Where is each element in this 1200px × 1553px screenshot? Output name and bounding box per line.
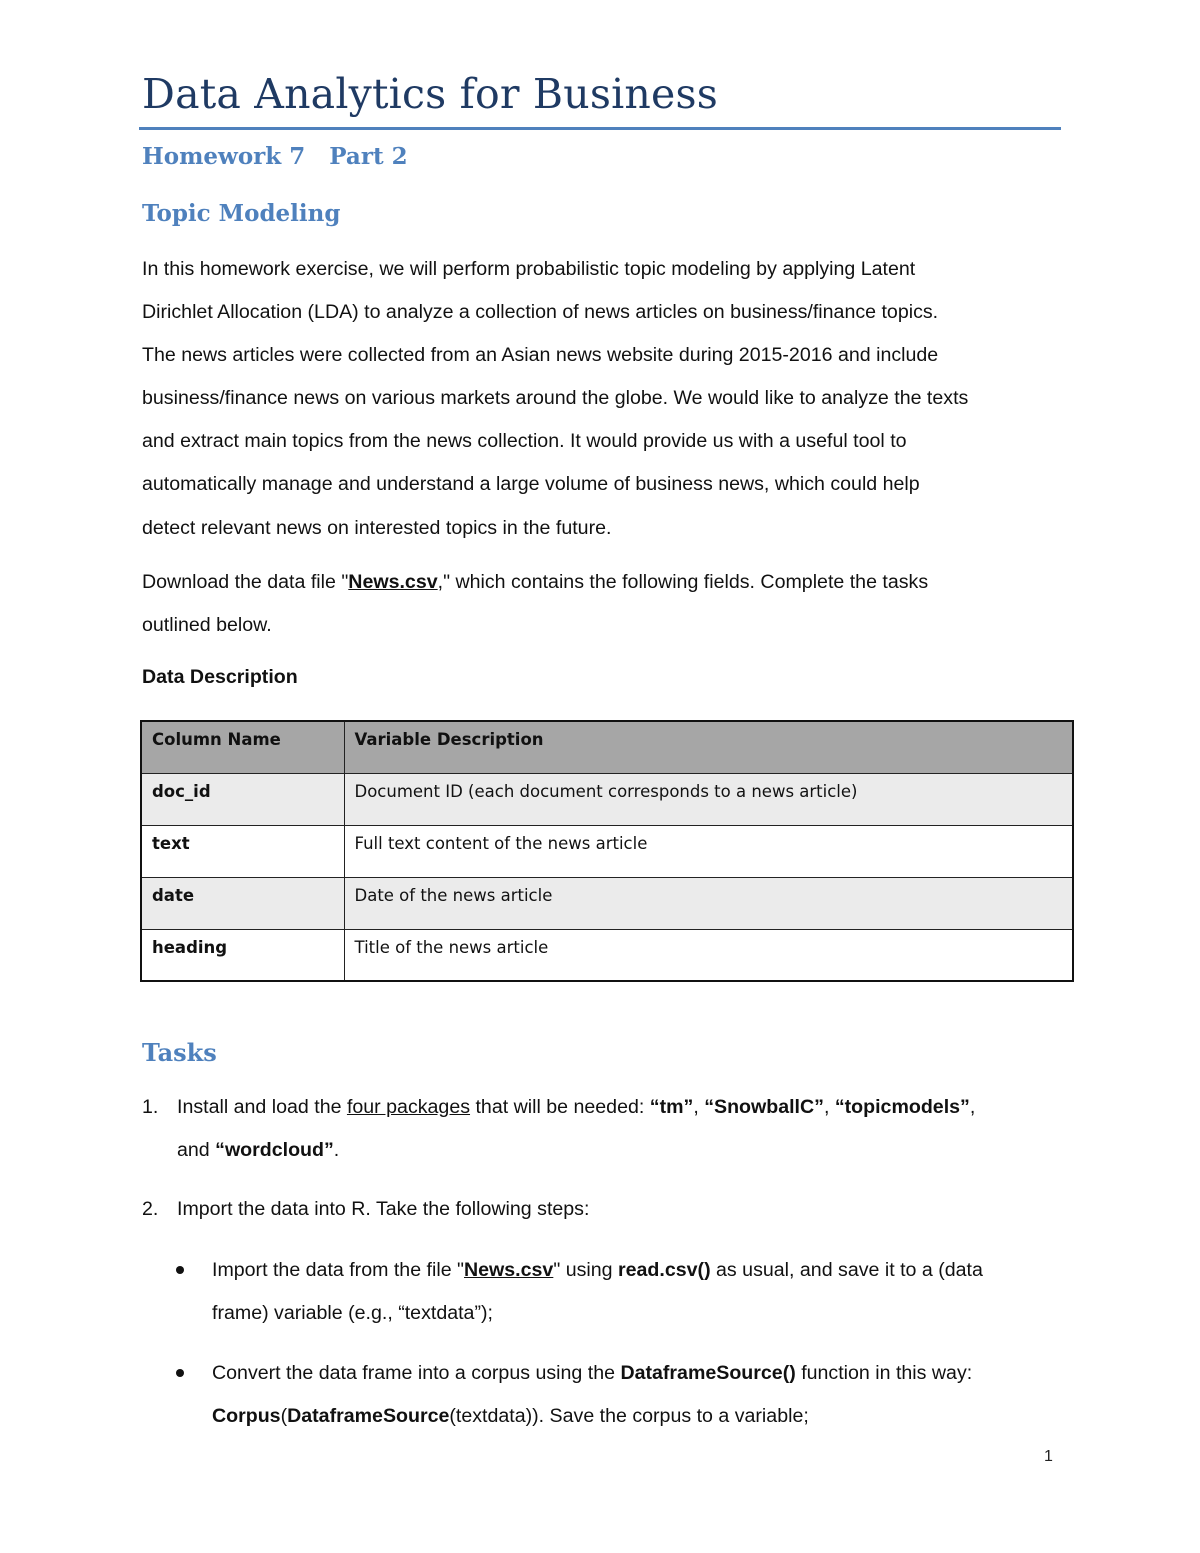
bullet-icon [176, 1266, 184, 1274]
task-number: 1. [142, 1096, 159, 1118]
task-text: Import the data into R. Take the following steps: [177, 1198, 590, 1220]
data-file-name: News.csv [464, 1259, 554, 1281]
package-topicmodels: “topicmodels” [834, 1096, 970, 1118]
intro-line: detect relevant news on interested topics in the future. [142, 516, 612, 539]
document-title: Data Analytics for Business [142, 70, 718, 118]
column-name-cell: date [141, 877, 344, 929]
bullet-line: frame) variable (e.g., “textdata”); [212, 1302, 493, 1325]
package-tm: “tm” [649, 1096, 694, 1118]
bullet-text: Import the data from the file " [212, 1259, 464, 1281]
data-description-table [140, 720, 1074, 982]
bullet-body [212, 1249, 1076, 1335]
bullet-body [212, 1352, 1076, 1438]
table-row [141, 773, 1073, 825]
intro-line: In this homework exercise, we will perform probabilistic topic modeling by applying Latent [142, 258, 916, 280]
bullet-text: as usual, and save it to a (data [710, 1259, 983, 1281]
task-text: Install and load the [177, 1096, 347, 1118]
bullet-icon [176, 1369, 184, 1377]
task-text: . [333, 1139, 340, 1162]
page-number: 1 [1044, 1448, 1053, 1465]
variable-description-cell: Date of the news article [344, 877, 1073, 929]
bullet-item-convert-corpus [176, 1352, 1076, 1438]
bullet-line [212, 1249, 1076, 1292]
table-row [141, 825, 1073, 877]
task-text: , [693, 1096, 705, 1118]
four-packages-text: four packages [346, 1096, 471, 1118]
function-corpus: Corpus [212, 1405, 281, 1428]
variable-description-cell: Document ID (each document corresponds to a news article) [344, 773, 1073, 825]
bullet-text: ( [280, 1405, 288, 1428]
task-line [177, 1086, 1072, 1129]
column-header-column-name: Column Name [141, 721, 344, 773]
table-row [141, 877, 1073, 929]
section-heading-topic-modeling: Topic Modeling [142, 200, 341, 227]
download-line [142, 561, 1082, 604]
bullet-text: Convert the data frame into a corpus using the [212, 1362, 621, 1384]
download-suffix: ," which contains the following fields. Complete the tasks [437, 571, 929, 593]
bullet-text: (textdata)). Save the corpus to a variable; [449, 1405, 809, 1428]
data-file-name: News.csv [348, 571, 438, 593]
intro-line: business/finance news on various markets around the globe. We would like to analyze the texts [142, 387, 969, 410]
package-wordcloud: “wordcloud” [215, 1139, 334, 1162]
download-line-2: outlined below. [142, 614, 272, 637]
homework-heading [142, 143, 408, 170]
table-header-row [141, 721, 1073, 773]
column-name-cell: heading [141, 929, 344, 981]
bullet-item-import-data [176, 1249, 1076, 1335]
task-body [177, 1188, 1072, 1231]
column-header-variable-description: Variable Description [344, 721, 1073, 773]
bullet-text: " using [553, 1259, 619, 1281]
part-label: Part 2 [329, 143, 408, 170]
table-row [141, 929, 1073, 981]
section-heading-tasks: Tasks [142, 1038, 217, 1067]
function-dataframesource: DataframeSource() [620, 1362, 796, 1384]
task-item-1 [142, 1086, 1072, 1172]
task-text: , [969, 1096, 976, 1118]
task-line [177, 1129, 1072, 1172]
column-name-cell: text [141, 825, 344, 877]
task-body [177, 1086, 1072, 1172]
function-dataframesource: DataframeSource [287, 1405, 450, 1428]
intro-line: and extract main topics from the news collection. It would provide us with a useful tool to [142, 430, 907, 453]
download-prefix: Download the data file " [142, 571, 349, 593]
column-name-cell: doc_id [141, 773, 344, 825]
intro-line: automatically manage and understand a large volume of business news, which could help [142, 473, 920, 496]
download-paragraph [142, 561, 1082, 647]
variable-description-cell: Full text content of the news article [344, 825, 1073, 877]
task-text: that will be needed: [470, 1096, 650, 1118]
intro-line: Dirichlet Allocation (LDA) to analyze a collection of news articles on business/finance topics. [142, 301, 939, 324]
data-description-heading: Data Description [142, 666, 298, 688]
task-number: 2. [142, 1198, 159, 1220]
function-read-csv: read.csv() [618, 1259, 711, 1281]
title-underline-rule [139, 127, 1061, 130]
variable-description-cell: Title of the news article [344, 929, 1073, 981]
intro-line: The news articles were collected from an Asian news website during 2015-2016 and include [142, 344, 939, 367]
task-text: and [177, 1139, 216, 1162]
task-item-2 [142, 1188, 1072, 1231]
homework-label: Homework 7 [142, 143, 306, 170]
bullet-text: function in this way: [795, 1362, 973, 1384]
task-text: , [823, 1096, 835, 1118]
bullet-line [212, 1352, 1076, 1395]
intro-paragraph [142, 248, 1082, 550]
package-snowballc: “SnowballC” [704, 1096, 824, 1118]
bullet-line [212, 1395, 1076, 1438]
